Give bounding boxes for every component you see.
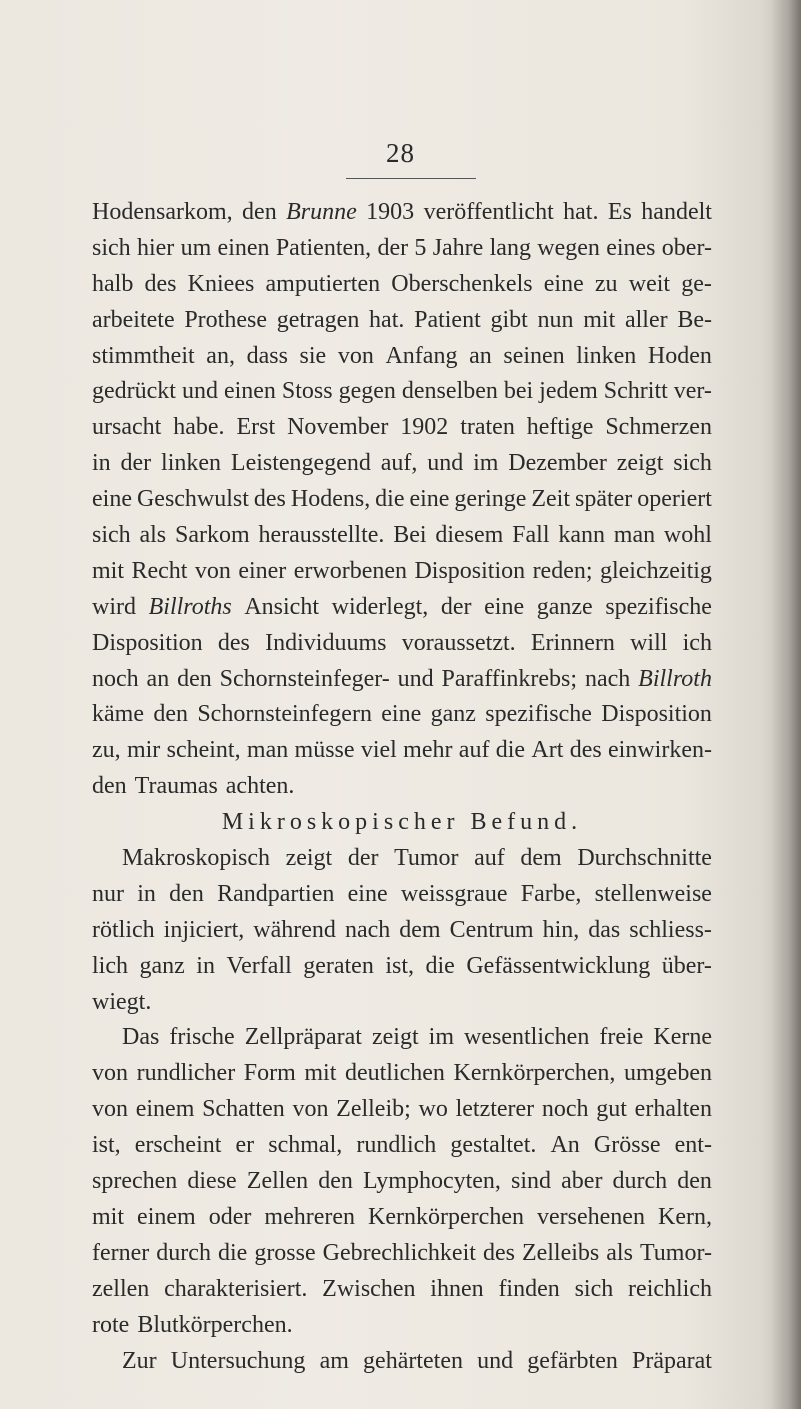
word: 1903 [366, 199, 415, 225]
word: Kernkörperchen [368, 1203, 524, 1230]
word: in [137, 880, 156, 907]
word: um [180, 234, 212, 261]
word: gedrückt [92, 378, 176, 405]
word: spezifische [485, 701, 592, 728]
text-line [92, 913, 712, 949]
word: des [569, 737, 602, 764]
word: sich [673, 450, 712, 477]
word: geringe [454, 486, 527, 513]
word: Kerne [653, 1024, 712, 1051]
word: zu [594, 270, 618, 297]
word: stellenweise [594, 880, 712, 907]
word: Es [607, 199, 632, 225]
word: an, [206, 342, 235, 369]
word: Patienten, [275, 234, 372, 261]
word: ihnen [430, 1275, 484, 1302]
word: sind [511, 1168, 552, 1195]
word: von [337, 342, 374, 369]
text-line [92, 985, 712, 1021]
word: über- [661, 952, 712, 979]
text-line [92, 590, 712, 626]
word: Art [531, 737, 564, 764]
word: des [217, 629, 250, 656]
word: dem [399, 916, 441, 943]
word: ganz [139, 952, 185, 979]
word: wohl [663, 522, 712, 549]
word: einem [135, 1096, 195, 1123]
word: Verfall [226, 952, 292, 979]
word: von [92, 1096, 128, 1123]
word: 5 [414, 234, 427, 261]
word: Zelleib; [336, 1096, 411, 1123]
text-line [92, 1344, 712, 1380]
word: eine [409, 486, 450, 513]
word: herausstellte. [258, 522, 385, 549]
word: versehenen [537, 1203, 645, 1230]
word: frische [169, 1024, 235, 1051]
word: am [319, 1347, 349, 1374]
word: Erinnern [530, 629, 615, 656]
word: den [177, 665, 212, 692]
word: sich [92, 234, 131, 261]
word: Durchschnitte [577, 845, 712, 872]
word: rote [92, 1311, 130, 1338]
word: Hoden [647, 342, 712, 369]
word: nun [537, 306, 574, 333]
word: gefärbten [527, 1347, 618, 1374]
word: einem [137, 1203, 196, 1230]
word: traten [460, 414, 515, 441]
word: Das [122, 1024, 160, 1051]
word: Zwischen [322, 1275, 416, 1302]
word: jedem [539, 378, 598, 405]
word: später [574, 486, 633, 513]
word: Oberschenkels [391, 270, 533, 297]
word: als [606, 1239, 633, 1266]
word: von [292, 1096, 329, 1123]
word: rundlich [356, 1132, 437, 1159]
word: der [377, 234, 409, 261]
text-line [92, 518, 712, 554]
text-line [92, 949, 712, 985]
word: Traumas [134, 773, 218, 800]
word: Farbe, [520, 880, 582, 907]
word: hin, [542, 916, 580, 943]
word: Kniees [187, 270, 255, 297]
word: zeigt [285, 845, 333, 872]
text-line [92, 769, 712, 805]
word: Be- [677, 306, 712, 333]
word: arbeitete [92, 306, 175, 333]
word: Centrum [449, 916, 534, 943]
text-line [92, 339, 712, 375]
word: operiert [637, 486, 712, 513]
text-line [92, 1272, 712, 1308]
word: eine [347, 880, 388, 907]
word: gehärteten [363, 1347, 463, 1374]
word: der [440, 593, 472, 620]
word: Disposition [414, 557, 526, 584]
word: zeigt [371, 1024, 419, 1051]
word: Paraffinkrebs; [441, 665, 578, 692]
word: Brunne [286, 199, 357, 225]
word: durch [612, 1168, 668, 1195]
text-line [92, 1020, 712, 1056]
word: Schornsteinfegern [197, 701, 372, 728]
word: wegen [537, 234, 600, 261]
word: einer [238, 557, 287, 584]
word: Gebrechlichkeit [322, 1239, 476, 1266]
word: im [473, 450, 499, 477]
word: Gefässentwicklung [466, 952, 651, 979]
word: einwirken- [608, 737, 712, 764]
word: Billroths [148, 593, 232, 620]
heading-text: Mikroskopischer Befund. [221, 809, 583, 836]
word: ist, [92, 1132, 121, 1159]
word: zu, [92, 737, 121, 764]
word: grosse [254, 1239, 316, 1266]
word: charakterisiert. [164, 1275, 308, 1302]
word: während [253, 916, 336, 943]
word: man [246, 737, 289, 764]
word: schmal, [268, 1132, 343, 1159]
word: Sarkom [174, 522, 250, 549]
word: einen [217, 234, 270, 261]
word: die [425, 952, 455, 979]
word: linken [161, 450, 222, 477]
word: Randpartien [217, 880, 335, 907]
word: der [347, 845, 379, 872]
word: Form [243, 1060, 296, 1087]
word: Prothese [184, 306, 267, 333]
word: nur [92, 880, 124, 907]
word: in [92, 450, 111, 477]
word: dem [520, 845, 562, 872]
word: gestaltet. [450, 1132, 537, 1159]
word: von [194, 557, 231, 584]
word: an [146, 665, 170, 692]
word: aber [561, 1168, 603, 1195]
word: sprechen [92, 1168, 178, 1195]
word: wird [92, 593, 136, 620]
text-line [92, 697, 712, 733]
word: Tumor [394, 845, 459, 872]
word: in [196, 952, 215, 979]
word: nach [344, 916, 391, 943]
word: sich [92, 522, 131, 549]
word: wesentlichen [464, 1024, 590, 1051]
word: dass [246, 342, 288, 369]
word: handelt [641, 199, 712, 225]
word: Grösse [593, 1132, 661, 1159]
word: erworbenen [293, 557, 407, 584]
word: hat. [369, 306, 405, 333]
word: noch [541, 1096, 589, 1123]
word: ferner [92, 1239, 150, 1266]
word: Makroskopisch [122, 845, 270, 872]
word: erhalten [634, 1096, 712, 1123]
word: Hodens, [290, 486, 371, 513]
word: den [92, 773, 127, 800]
word: auf [474, 845, 505, 872]
text-line [92, 267, 712, 303]
word: ge- [681, 270, 712, 297]
word: wo [418, 1096, 448, 1123]
word: diesem [435, 522, 504, 549]
word: der [120, 450, 152, 477]
word: mit [92, 1203, 125, 1230]
word: Bei [393, 522, 427, 549]
word: eines [606, 234, 656, 261]
word: Zeit [531, 486, 571, 513]
word: den [318, 1168, 353, 1195]
word: und [181, 378, 218, 405]
word: des [144, 270, 177, 297]
word: wiegt. [92, 988, 152, 1015]
word: Jahre [432, 234, 484, 261]
word: nach [584, 665, 631, 692]
word: Disposition [92, 629, 203, 656]
word: Disposition [601, 701, 712, 728]
word: Untersuchung [170, 1347, 306, 1374]
word: mit [583, 306, 616, 333]
word: eine [484, 593, 525, 620]
page-number: 28 [386, 138, 415, 168]
word: eine [543, 270, 584, 297]
text-line [92, 231, 712, 267]
word: Blutkörperchen. [137, 1311, 293, 1338]
word: ich [682, 629, 712, 656]
word: ganz [430, 701, 476, 728]
word: Hodensarkom, [92, 199, 233, 225]
text-line [92, 733, 712, 769]
word: aller [624, 306, 668, 333]
word: letzterer [455, 1096, 535, 1123]
text-line [92, 554, 712, 590]
word: mir [126, 737, 161, 764]
word: voraussetzt. [401, 629, 516, 656]
word: achten. [225, 773, 295, 800]
word: sie [299, 342, 327, 369]
word: die [375, 486, 405, 513]
word: Schritt [603, 378, 668, 405]
text-line [92, 841, 712, 877]
word: widerlegt, [331, 593, 429, 620]
text-line [92, 1200, 712, 1236]
word: rundlicher [136, 1060, 236, 1087]
word: Zellen [246, 1168, 309, 1195]
word: gut [596, 1096, 627, 1123]
word: reden; [532, 557, 593, 584]
word: auf [458, 737, 490, 764]
word: weit [628, 270, 671, 297]
section-heading [92, 805, 712, 841]
word: diese [187, 1168, 237, 1195]
word: reichlich [628, 1275, 712, 1302]
word: Schatten [202, 1096, 285, 1123]
word: Tumor- [639, 1239, 712, 1266]
text-line [92, 877, 712, 913]
word: mehreren [264, 1203, 356, 1230]
word: Schmerzen [605, 414, 712, 441]
word: noch [92, 665, 139, 692]
word: zeigt [616, 450, 664, 477]
word: An [550, 1132, 580, 1159]
text-line [92, 446, 712, 482]
word: des [253, 486, 286, 513]
word: müsse [294, 737, 355, 764]
word: ursacht [92, 414, 162, 441]
word: spezifische [605, 593, 712, 620]
word: 1902 [400, 414, 449, 441]
text-line [92, 1128, 712, 1164]
word: Zur [122, 1347, 157, 1374]
text-line [92, 1236, 712, 1272]
word: Zellpräparat [244, 1024, 362, 1051]
word: man [613, 522, 656, 549]
word: und [397, 665, 434, 692]
word: veröffentlicht [423, 199, 554, 225]
word: Fall [512, 522, 550, 549]
word: ent- [674, 1132, 712, 1159]
word: hat. [563, 199, 599, 225]
word: eine [381, 701, 422, 728]
word: kann [558, 522, 605, 549]
header-rule [346, 178, 476, 179]
word: ober- [661, 234, 712, 261]
word: eine [92, 486, 132, 513]
word: käme [92, 701, 144, 728]
text-line [92, 1092, 712, 1128]
word: injiciert, [163, 916, 245, 943]
word: habe. [173, 414, 225, 441]
word: viel [360, 737, 397, 764]
word: scheint, [166, 737, 241, 764]
word: weissgraue [400, 880, 508, 907]
word: halb [92, 270, 134, 297]
word: als [139, 522, 167, 549]
word: an [469, 342, 492, 369]
word: ist, [385, 952, 415, 979]
word: Stoss [281, 378, 333, 405]
word: von [92, 1060, 128, 1087]
text-line [92, 1056, 712, 1092]
word: geraten [303, 952, 374, 979]
word: linken [576, 342, 637, 369]
word: und [427, 450, 464, 477]
text-line [92, 303, 712, 339]
word: Dezember [508, 450, 607, 477]
word: Leistengegend [230, 450, 371, 477]
word: lich [92, 952, 128, 979]
word: einen [223, 378, 276, 405]
word: mehr [403, 737, 453, 764]
word: er [235, 1132, 255, 1159]
word: rötlich [92, 916, 155, 943]
word: umgeben [624, 1060, 712, 1087]
word: den [242, 199, 277, 225]
word: zellen [92, 1275, 150, 1302]
word: Anfang [385, 342, 458, 369]
word: getragen [276, 306, 360, 333]
word: Patient [414, 306, 481, 333]
word: Kern, [657, 1203, 712, 1230]
page-edge-shadow [771, 0, 801, 1409]
word: Ansicht [244, 593, 320, 620]
word: will [630, 629, 668, 656]
word: das [588, 916, 621, 943]
word: erscheint [134, 1132, 222, 1159]
word: bei [503, 378, 534, 405]
word: des [482, 1239, 515, 1266]
text-line [92, 195, 712, 231]
word: oder [208, 1203, 252, 1230]
word: heftige [526, 414, 594, 441]
text-line [92, 662, 712, 698]
word: schliess- [629, 916, 712, 943]
word: gegen [338, 378, 396, 405]
text-line [92, 1164, 712, 1200]
word: Individuums [265, 629, 387, 656]
text-line [92, 482, 712, 518]
word: Schornsteinfeger- [219, 665, 390, 692]
word: den [677, 1168, 712, 1195]
word: Recht [131, 557, 188, 584]
word: Geschwulst [136, 486, 249, 513]
word: mit [304, 1060, 337, 1087]
word: ganze [536, 593, 593, 620]
word: und [477, 1347, 514, 1374]
word: Zelleibs [521, 1239, 600, 1266]
word: auf, [380, 450, 418, 477]
word: gleichzeitig [599, 557, 712, 584]
word: Erst [236, 414, 276, 441]
word: die [495, 737, 526, 764]
word: freie [599, 1024, 644, 1051]
word: amputierten [265, 270, 381, 297]
word: stimmtheit [92, 342, 195, 369]
word: gibt [490, 306, 528, 333]
word: seinen [503, 342, 565, 369]
text-line [92, 1308, 712, 1344]
word: im [428, 1024, 454, 1051]
word: durch [156, 1239, 211, 1266]
word: den [169, 880, 204, 907]
word: denselben [401, 378, 498, 405]
word: deutlichen [344, 1060, 445, 1087]
word: lang [489, 234, 531, 261]
text-line [92, 374, 712, 410]
word: Präparat [632, 1347, 712, 1374]
word: mit [92, 557, 125, 584]
word: Billroth [638, 665, 712, 692]
word: sich [574, 1275, 614, 1302]
text-line [92, 410, 712, 446]
word: hier [136, 234, 175, 261]
word: Lymphocyten, [362, 1168, 501, 1195]
body-text [92, 195, 712, 1379]
word: November [287, 414, 389, 441]
text-line [92, 626, 712, 662]
word: Kernkörperchen, [453, 1060, 616, 1087]
word: finden [498, 1275, 560, 1302]
word: den [153, 701, 188, 728]
word: die [217, 1239, 248, 1266]
word: ver- [673, 378, 712, 405]
